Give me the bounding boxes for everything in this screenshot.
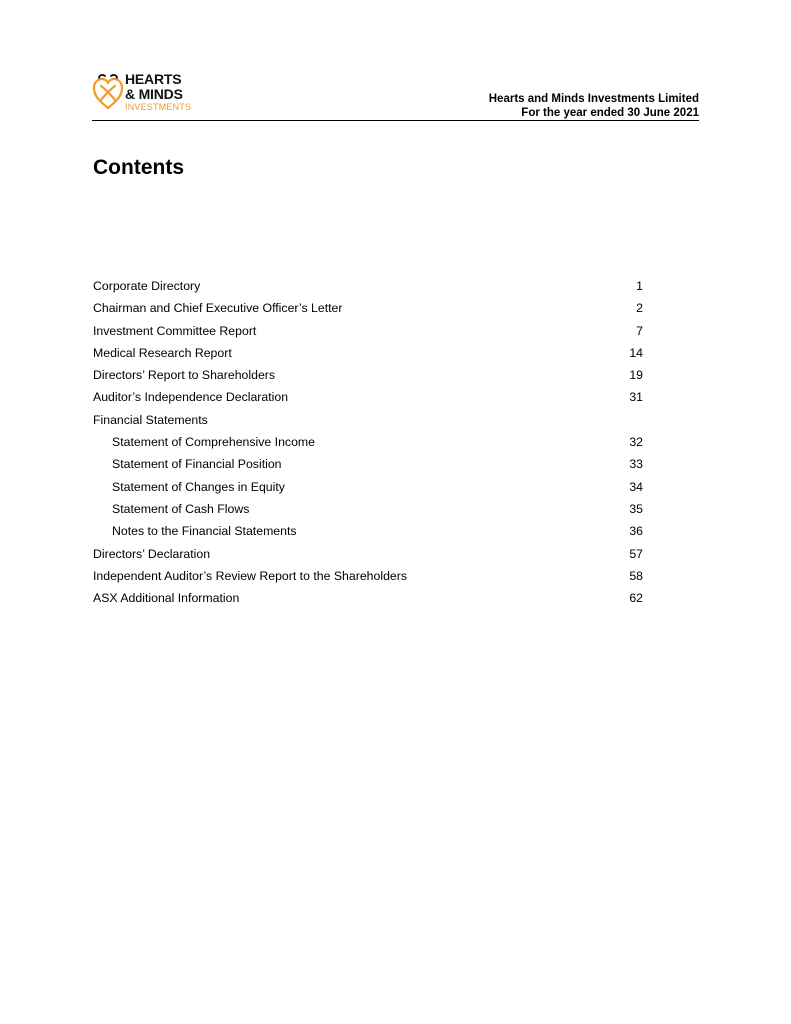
toc-entry[interactable] — [93, 412, 643, 434]
logo-text-hearts: HEARTS — [125, 71, 182, 87]
toc-entry[interactable] — [93, 367, 643, 389]
toc-entry[interactable] — [93, 479, 643, 501]
heart-brain-logo-icon — [92, 74, 124, 112]
toc-entry-label: Directors’ Declaration — [93, 546, 211, 561]
toc-entry[interactable] — [93, 590, 643, 612]
toc-entry-page-number: 35 — [629, 501, 643, 516]
page-title: Contents — [93, 156, 184, 179]
toc-entry-label: ASX Additional Information — [93, 591, 240, 606]
toc-entry[interactable] — [93, 456, 643, 478]
toc-entry[interactable] — [93, 546, 643, 568]
toc-entry-page-number: 33 — [629, 457, 643, 472]
company-logo — [92, 72, 202, 116]
toc-entry-label: Notes to the Financial Statements — [112, 524, 297, 539]
toc-entry[interactable] — [93, 501, 643, 523]
toc-entry[interactable] — [93, 434, 643, 456]
toc-entry-label: Statement of Comprehensive Income — [112, 435, 316, 450]
toc-entry-page-number: 36 — [629, 524, 643, 539]
toc-entry-page-number: 58 — [629, 568, 643, 583]
toc-entry-page-number: 1 — [636, 279, 643, 293]
reporting-period: For the year ended 30 June 2021 — [521, 107, 699, 119]
toc-entry-label: Directors’ Report to Shareholders — [93, 368, 276, 383]
table-of-contents — [93, 278, 643, 612]
toc-entry-label: Statement of Financial Position — [112, 457, 282, 472]
toc-entry-label: Auditor’s Independence Declaration — [93, 390, 289, 405]
logo-text-minds: & MINDS — [125, 86, 183, 102]
toc-entry-label: Independent Auditor’s Review Report to the Shareholders — [93, 568, 408, 583]
document-header — [489, 92, 699, 120]
toc-entry-page-number: 34 — [629, 479, 643, 494]
toc-entry-label: Medical Research Report — [93, 345, 232, 360]
toc-entry-page-number: 57 — [629, 546, 643, 561]
toc-entry-label: Statement of Cash Flows — [112, 501, 250, 516]
toc-entry[interactable] — [93, 323, 643, 345]
toc-entry-page-number: 14 — [629, 345, 643, 360]
toc-entry-page-number: 7 — [636, 323, 643, 338]
toc-entry[interactable] — [93, 523, 643, 545]
company-name: Hearts and Minds Investments Limited — [488, 93, 699, 105]
toc-entry[interactable] — [93, 300, 643, 322]
header-divider — [92, 120, 699, 121]
toc-entry-page-number: 31 — [629, 390, 643, 405]
toc-entry-page-number: 2 — [636, 301, 643, 316]
toc-entry-page-number: 62 — [629, 591, 643, 606]
toc-entry-page-number: 32 — [629, 435, 643, 450]
toc-entry[interactable] — [93, 345, 643, 367]
logo-text-investments: INVESTMENTS — [125, 102, 192, 112]
toc-entry[interactable] — [93, 568, 643, 590]
toc-entry[interactable] — [93, 278, 643, 300]
toc-entry-label: Chairman and Chief Executive Officer’s Letter — [93, 301, 343, 316]
toc-entry-label: Corporate Directory — [93, 279, 201, 293]
toc-entry-label: Statement of Changes in Equity — [112, 479, 285, 494]
toc-entry-label: Investment Committee Report — [93, 323, 257, 338]
toc-entry-label: Financial Statements — [93, 412, 208, 427]
toc-entry[interactable] — [93, 389, 643, 411]
toc-entry-page-number: 19 — [629, 368, 643, 383]
